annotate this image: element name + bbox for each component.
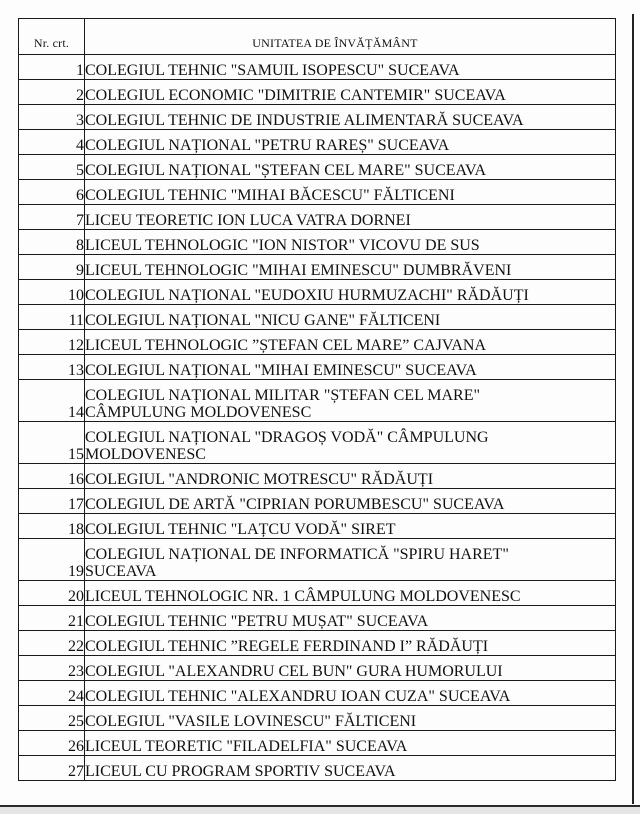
table-row: [19, 255, 616, 280]
row-number: 5: [19, 155, 85, 180]
school-name: COLEGIUL ECONOMIC "DIMITRIE CANTEMIR" SUCEAVA: [85, 80, 616, 105]
row-number: 2: [19, 80, 85, 105]
school-name: COLEGIUL DE ARTĂ "CIPRIAN PORUMBESCU" SUCEAVA: [85, 489, 616, 514]
table-row: [19, 489, 616, 514]
row-number: 10: [19, 280, 85, 305]
row-number: 23: [19, 656, 85, 681]
table-header-row: [19, 19, 616, 55]
table-row: [19, 130, 616, 155]
school-name: COLEGIUL "ALEXANDRU CEL BUN" GURA HUMORULUI: [85, 656, 616, 681]
table-row: [19, 105, 616, 130]
school-name: LICEUL TEHNOLOGIC "MIHAI EMINESCU" DUMBRĂVENI: [85, 255, 616, 280]
row-number: 6: [19, 180, 85, 205]
next-column-border: [632, 14, 634, 804]
table-row: [19, 514, 616, 539]
school-name: COLEGIUL "VASILE LOVINESCU" FĂLTICENI: [85, 706, 616, 731]
row-number: 21: [19, 606, 85, 631]
row-number: 24: [19, 681, 85, 706]
school-name: COLEGIUL "ANDRONIC MOTRESCU" RĂDĂUȚI: [85, 464, 616, 489]
school-name: COLEGIUL TEHNIC "PETRU MUȘAT" SUCEAVA: [85, 606, 616, 631]
row-number: 26: [19, 731, 85, 756]
school-name: LICEUL TEHNOLOGIC ”ȘTEFAN CEL MARE” CAJVANA: [85, 330, 616, 355]
school-name: COLEGIUL NAȚIONAL "EUDOXIU HURMUZACHI" RĂDĂUȚI: [85, 280, 616, 305]
school-name: COLEGIUL NAȚIONAL "PETRU RAREȘ" SUCEAVA: [85, 130, 616, 155]
school-name: COLEGIUL TEHNIC "SAMUIL ISOPESCU" SUCEAVA: [85, 55, 616, 80]
school-name: LICEUL TEHNOLOGIC "ION NISTOR" VICOVU DE SUS: [85, 230, 616, 255]
row-number: 18: [19, 514, 85, 539]
row-number: 14: [19, 380, 85, 422]
table-row: [19, 80, 616, 105]
school-name: COLEGIUL NAȚIONAL "NICU GANE" FĂLTICENI: [85, 305, 616, 330]
table-row: [19, 280, 616, 305]
table-row: [19, 55, 616, 80]
row-number: 7: [19, 205, 85, 230]
table-row: [19, 581, 616, 606]
school-name: COLEGIUL NAȚIONAL "DRAGOȘ VODĂ" CÂMPULUNG MOLDOVENESC: [85, 422, 616, 464]
table-row: [19, 464, 616, 489]
table-row: [19, 681, 616, 706]
school-name: LICEU TEORETIC ION LUCA VATRA DORNEI: [85, 205, 616, 230]
schools-table: [18, 18, 616, 781]
row-number: 13: [19, 355, 85, 380]
row-number: 11: [19, 305, 85, 330]
row-number: 4: [19, 130, 85, 155]
table-row: [19, 180, 616, 205]
table-row: [19, 155, 616, 180]
row-number: 17: [19, 489, 85, 514]
school-name: COLEGIUL NAȚIONAL "MIHAI EMINESCU" SUCEAVA: [85, 355, 616, 380]
row-number: 27: [19, 756, 85, 781]
school-name: COLEGIUL NAȚIONAL MILITAR "ȘTEFAN CEL MARE" CÂMPULUNG MOLDOVENESC: [85, 380, 616, 422]
table-row: [19, 305, 616, 330]
table-row: [19, 330, 616, 355]
row-number: 15: [19, 422, 85, 464]
school-name: LICEUL TEORETIC "FILADELFIA" SUCEAVA: [85, 731, 616, 756]
school-name: COLEGIUL TEHNIC "ALEXANDRU IOAN CUZA" SUCEAVA: [85, 681, 616, 706]
row-number: 8: [19, 230, 85, 255]
school-name: COLEGIUL NAȚIONAL "ȘTEFAN CEL MARE" SUCEAVA: [85, 155, 616, 180]
table-row: [19, 355, 616, 380]
table-row: [19, 205, 616, 230]
school-name: COLEGIUL NAȚIONAL DE INFORMATICĂ "SPIRU HARET" SUCEAVA: [85, 539, 616, 581]
table-row: [19, 756, 616, 781]
header-nr-crt: Nr. crt.: [19, 19, 85, 55]
row-number: 9: [19, 255, 85, 280]
table-row: [19, 380, 616, 422]
table-row: [19, 731, 616, 756]
row-number: 16: [19, 464, 85, 489]
table-row: [19, 706, 616, 731]
school-name: COLEGIUL TEHNIC "MIHAI BĂCESCU" FĂLTICENI: [85, 180, 616, 205]
school-name: COLEGIUL TEHNIC ”REGELE FERDINAND I” RĂDĂUȚI: [85, 631, 616, 656]
table-row: [19, 422, 616, 464]
row-number: 1: [19, 55, 85, 80]
row-number: 22: [19, 631, 85, 656]
table-row: [19, 606, 616, 631]
row-number: 12: [19, 330, 85, 355]
school-name: LICEUL CU PROGRAM SPORTIV SUCEAVA: [85, 756, 616, 781]
school-name: COLEGIUL TEHNIC "LAȚCU VODĂ" SIRET: [85, 514, 616, 539]
row-number: 3: [19, 105, 85, 130]
scan-bottom-shadow: [0, 807, 640, 814]
header-unitatea: UNITATEA DE ÎNVĂȚĂMÂNT: [85, 19, 616, 55]
school-name: LICEUL TEHNOLOGIC NR. 1 CÂMPULUNG MOLDOVENESC: [85, 581, 616, 606]
table-row: [19, 631, 616, 656]
table-row: [19, 656, 616, 681]
table-row: [19, 230, 616, 255]
row-number: 20: [19, 581, 85, 606]
row-number: 25: [19, 706, 85, 731]
table-row: [19, 539, 616, 581]
row-number: 19: [19, 539, 85, 581]
school-name: COLEGIUL TEHNIC DE INDUSTRIE ALIMENTARĂ SUCEAVA: [85, 105, 616, 130]
